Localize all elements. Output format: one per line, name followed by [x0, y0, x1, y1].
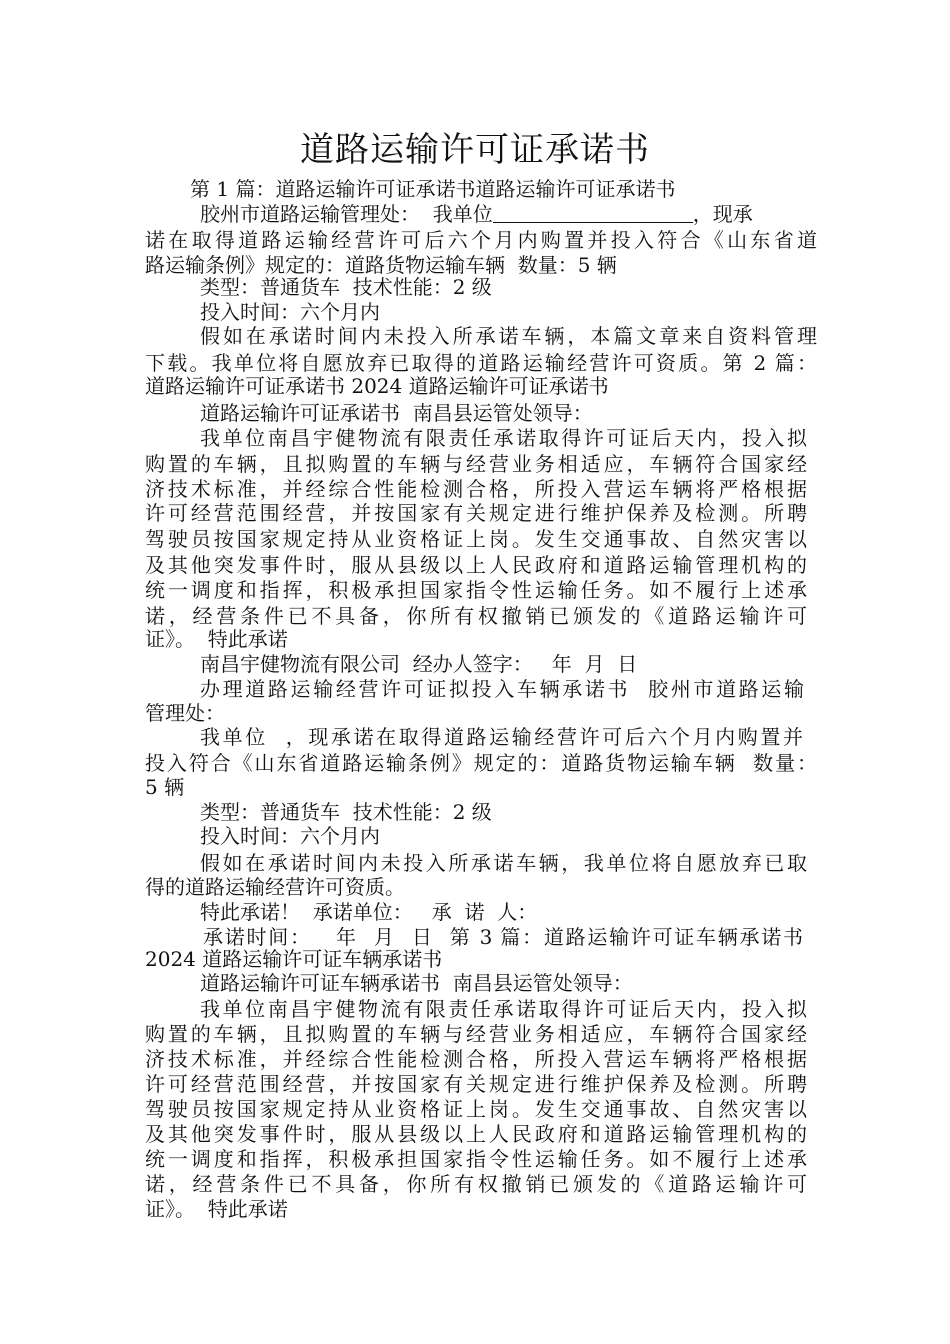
text-line: 路运输条例》规定的：道路货物运输车辆 数量：5 辆: [145, 253, 617, 277]
text-line: 5 辆: [145, 775, 185, 799]
text-line: 投入时间：六个月内: [200, 300, 380, 324]
text-line: 投入时间：六个月内: [200, 824, 380, 848]
text-line: 第 1 篇：道路运输许可证承诺书道路运输许可证承诺书: [190, 177, 676, 201]
text-line: 许可经营范围经营，并按国家有关规定进行维护保养及检测。所聘: [145, 1072, 807, 1096]
text-line: 购置的车辆，且拟购置的车辆与经营业务相适应，车辆符合国家经: [145, 452, 807, 476]
text-segment: ，现承: [692, 202, 753, 226]
fill-in-blank: [493, 202, 693, 223]
text-line: 购置的车辆，且拟购置的车辆与经营业务相适应，车辆符合国家经: [145, 1022, 807, 1046]
text-line: 及其他突发事件时，服从县级以上人民政府和道路运输管理机构的: [145, 553, 807, 577]
text-line: 诺，经营条件已不具备，你所有权撤销已颁发的《道路运输许可: [145, 604, 807, 628]
text-line: 证》。 特此承诺: [145, 1197, 288, 1221]
text-line: 类型：普通货车 技术性能：2 级: [200, 800, 492, 824]
text-line: 驾驶员按国家规定持从业资格证上岗。发生交通事故、自然灾害以: [145, 527, 807, 551]
text-line: 管理处：: [145, 701, 225, 725]
text-line: 2024 道路运输许可证车辆承诺书: [145, 947, 443, 971]
text-line: 道路运输许可证承诺书 南昌县运管处领导：: [200, 401, 593, 425]
text-line: 济技术标准，并经综合性能检测合格，所投入营运车辆将严格根据: [145, 477, 807, 501]
text-line: 道路运输许可证车辆承诺书 南昌县运管处领导：: [200, 971, 633, 995]
text-line: 道路运输许可证承诺书 2024 道路运输许可证承诺书: [145, 374, 609, 398]
text-line: 我单位南昌宇健物流有限责任承诺取得许可证后天内，投入拟: [200, 997, 807, 1021]
text-line: 投入符合《山东省道路运输条例》规定的：道路货物运输车辆 数量：: [145, 751, 817, 775]
text-line: 假如在承诺时间内未投入所承诺车辆，我单位将自愿放弃已取: [200, 851, 807, 875]
text-segment: 胶州市道路运输管理处： 我单位: [200, 202, 493, 226]
document-title: 道路运输许可证承诺书: [300, 130, 650, 170]
text-line: [200, 201, 753, 227]
text-line: 证》。 特此承诺: [145, 627, 288, 651]
text-line: 驾驶员按国家规定持从业资格证上岗。发生交通事故、自然灾害以: [145, 1097, 807, 1121]
text-line: 统一调度和指挥，积极承担国家指令性运输任务。如不履行上述承: [145, 1147, 807, 1171]
text-line: 南昌宇健物流有限公司 经办人签字： 年 月 日: [200, 652, 638, 676]
text-line: 统一调度和指挥，积极承担国家指令性运输任务。如不履行上述承: [145, 578, 807, 602]
text-line: 类型：普通货车 技术性能：2 级: [200, 275, 492, 299]
text-line: 我单位 ，现承诺在取得道路运输经营许可后六个月内购置并: [200, 725, 803, 749]
text-line: 下载。我单位将自愿放弃已取得的道路运输经营许可资质。第 2 篇：: [145, 351, 817, 375]
text-line: 及其他突发事件时，服从县级以上人民政府和道路运输管理机构的: [145, 1122, 807, 1146]
text-line: 许可经营范围经营，并按国家有关规定进行维护保养及检测。所聘: [145, 501, 807, 525]
text-line: 诺，经营条件已不具备，你所有权撤销已颁发的《道路运输许可: [145, 1172, 807, 1196]
text-line: 我单位南昌宇健物流有限责任承诺取得许可证后天内，投入拟: [200, 426, 807, 450]
text-line: 办理道路运输经营许可证拟投入车辆承诺书 胶州市道路运输: [200, 677, 804, 701]
text-line: 诺在取得道路运输经营许可后六个月内购置并投入符合《山东省道: [145, 228, 817, 252]
text-line: 承诺时间： 年 月 日 第 3 篇：道路运输许可证车辆承诺书: [203, 925, 803, 949]
text-line: 济技术标准，并经综合性能检测合格，所投入营运车辆将严格根据: [145, 1047, 807, 1071]
text-line: 特此承诺！ 承诺单位： 承 诺 人：: [200, 900, 538, 924]
text-line: 得的道路运输经营许可资质。: [145, 875, 405, 899]
text-line: 假如在承诺时间内未投入所承诺车辆，本篇文章来自资料管理: [200, 324, 817, 348]
